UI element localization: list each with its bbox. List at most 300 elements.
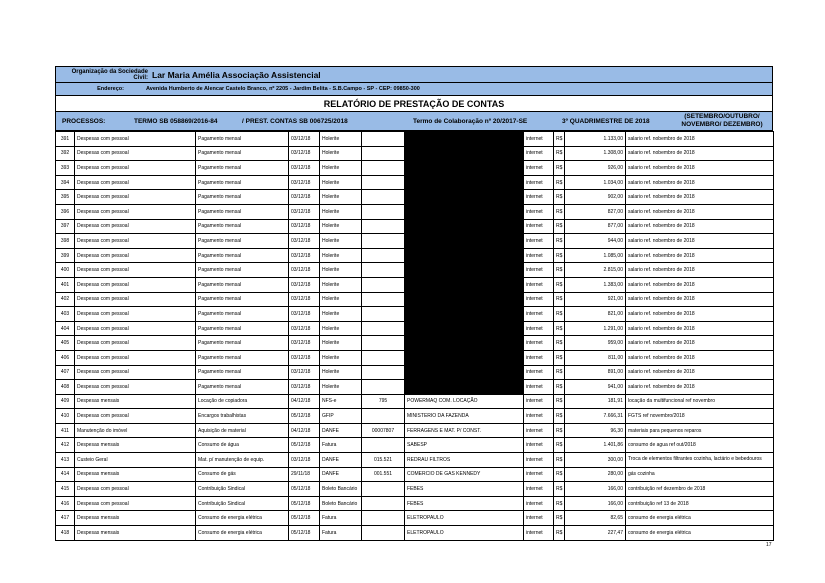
- history-note: FGTS ref novembro/2018: [626, 409, 774, 424]
- table-row: [56, 190, 774, 205]
- document-type: Holerite: [320, 248, 362, 263]
- period-line-2: NOVEMBRO/ DEZEMBRO): [681, 121, 763, 128]
- expense-date: 03/12/18: [289, 307, 320, 322]
- document-number: [362, 438, 405, 453]
- document-type: Boleto Bancário: [320, 482, 362, 497]
- expense-category: Despesas com pessoal: [75, 365, 196, 380]
- amount: 891,00: [565, 365, 626, 380]
- expense-date: 05/12/18: [289, 496, 320, 511]
- amount: 166,00: [565, 482, 626, 497]
- document-type: DANFE: [320, 423, 362, 438]
- supplier-name: REDRAU FILTROS: [405, 453, 524, 468]
- expense-category: Despesas com pessoal: [75, 409, 196, 424]
- payment-method: internet: [524, 204, 554, 219]
- redacted-supplier: [405, 380, 524, 395]
- payment-method: internet: [524, 467, 554, 482]
- expense-category: Despesas com pessoal: [75, 263, 196, 278]
- expense-date: 05/12/18: [289, 482, 320, 497]
- expense-category: Despesas com pessoal: [75, 204, 196, 219]
- expense-date: 05/12/18: [289, 438, 320, 453]
- amount: 96,30: [565, 423, 626, 438]
- report-header: [55, 66, 773, 131]
- table-row: [56, 336, 774, 351]
- document-number: [362, 496, 405, 511]
- expense-date: 05/12/18: [289, 511, 320, 526]
- history-note: salario ref. nobembro de 2018: [626, 277, 774, 292]
- redacted-supplier: [405, 175, 524, 190]
- expense-date: 03/12/18: [289, 380, 320, 395]
- expense-description: Pagamento mensal: [196, 380, 289, 395]
- payment-method: internet: [524, 321, 554, 336]
- table-row: [56, 526, 774, 541]
- expense-description: Locação de copiadora: [196, 394, 289, 409]
- currency: R$: [554, 234, 565, 249]
- currency: R$: [554, 248, 565, 263]
- document-type: Fatura: [320, 511, 362, 526]
- document-number: [362, 482, 405, 497]
- expense-description: Pagamento mensal: [196, 350, 289, 365]
- currency: R$: [554, 365, 565, 380]
- redacted-supplier: [405, 277, 524, 292]
- period-line-1: (SETEMBRO/OUTUBRO/: [684, 113, 760, 120]
- table-row: [56, 292, 774, 307]
- expense-category: Manutenção do imóvel: [75, 423, 196, 438]
- payment-method: internet: [524, 453, 554, 468]
- row-number: 396: [56, 204, 75, 219]
- table-row: [56, 132, 774, 147]
- history-note: contribuição ref 13 de 2018: [626, 496, 774, 511]
- currency: R$: [554, 467, 565, 482]
- history-note: salario ref. nobembro de 2018: [626, 234, 774, 249]
- expense-date: 03/12/18: [289, 161, 320, 176]
- history-note: salario ref. nobembro de 2018: [626, 350, 774, 365]
- expense-description: Pagamento mensal: [196, 365, 289, 380]
- document-number: [362, 263, 405, 278]
- row-number: 397: [56, 219, 75, 234]
- payment-method: internet: [524, 526, 554, 541]
- currency: R$: [554, 161, 565, 176]
- row-number: 394: [56, 175, 75, 190]
- document-type: DANFE: [320, 453, 362, 468]
- expense-description: Pagamento mensal: [196, 175, 289, 190]
- expense-date: 05/12/18: [289, 526, 320, 541]
- history-note: salario ref. nobembro de 2018: [626, 146, 774, 161]
- redacted-supplier: [405, 263, 524, 278]
- row-number: 406: [56, 350, 75, 365]
- amount: 944,00: [565, 234, 626, 249]
- amount: 82,65: [565, 511, 626, 526]
- supplier-name: SABESP: [405, 438, 524, 453]
- document-number: [362, 248, 405, 263]
- currency: R$: [554, 438, 565, 453]
- document-type: Holerite: [320, 336, 362, 351]
- payment-method: internet: [524, 511, 554, 526]
- amount: 926,00: [565, 161, 626, 176]
- payment-method: internet: [524, 496, 554, 511]
- redacted-supplier: [405, 307, 524, 322]
- payment-method: internet: [524, 219, 554, 234]
- document-type: Holerite: [320, 263, 362, 278]
- document-number: [362, 336, 405, 351]
- expense-category: Despesas com pessoal: [75, 482, 196, 497]
- expense-category: Despesas mensais: [75, 526, 196, 541]
- processes-label: PROCESSOS:: [62, 117, 106, 125]
- redacted-supplier: [405, 350, 524, 365]
- row-number: 410: [56, 409, 75, 424]
- supplier-name: POWERMAQ COM. LOCAÇÃO: [405, 394, 524, 409]
- document-type: Fatura: [320, 526, 362, 541]
- expense-date: 03/12/18: [289, 248, 320, 263]
- document-type: Holerite: [320, 132, 362, 147]
- expense-date: 05/12/18: [289, 409, 320, 424]
- table-row: [56, 146, 774, 161]
- expense-description: Pagamento mensal: [196, 263, 289, 278]
- currency: R$: [554, 496, 565, 511]
- payment-method: internet: [524, 423, 554, 438]
- row-number: 393: [56, 161, 75, 176]
- payment-method: internet: [524, 292, 554, 307]
- currency: R$: [554, 219, 565, 234]
- document-type: Holerite: [320, 219, 362, 234]
- document-type: Holerite: [320, 204, 362, 219]
- amount: 1.133,00: [565, 132, 626, 147]
- row-number: 402: [56, 292, 75, 307]
- document-number: [362, 277, 405, 292]
- expense-category: Despesas mensais: [75, 394, 196, 409]
- currency: R$: [554, 394, 565, 409]
- org-label: Organização da Sociedade Civil:: [71, 68, 148, 81]
- expense-description: Pagamento mensal: [196, 219, 289, 234]
- payment-method: internet: [524, 234, 554, 249]
- redacted-supplier: [405, 336, 524, 351]
- expense-description: Pagamento mensal: [196, 190, 289, 205]
- expense-description: Contribuição Sindical: [196, 482, 289, 497]
- row-number: 416: [56, 496, 75, 511]
- supplier-name: FERRAGENS E MAT. P/ CONST.: [405, 423, 524, 438]
- expense-description: Pagamento mensal: [196, 234, 289, 249]
- expense-category: Despesas com pessoal: [75, 321, 196, 336]
- row-number: 408: [56, 380, 75, 395]
- payment-method: internet: [524, 438, 554, 453]
- expense-category: Despesas com pessoal: [75, 307, 196, 322]
- table-row: [56, 175, 774, 190]
- document-number: [362, 161, 405, 176]
- history-note: Troca de elementos filtrantes cozinha, lactário e bebedouros: [626, 453, 774, 468]
- document-type: Holerite: [320, 234, 362, 249]
- payment-method: internet: [524, 146, 554, 161]
- expense-category: Despesas com pessoal: [75, 292, 196, 307]
- supplier-name: FEBES: [405, 482, 524, 497]
- currency: R$: [554, 263, 565, 278]
- redacted-supplier: [405, 204, 524, 219]
- table-row: [56, 263, 774, 278]
- payment-method: internet: [524, 263, 554, 278]
- organization-row: [56, 67, 772, 83]
- document-type: Holerite: [320, 175, 362, 190]
- document-type: Holerite: [320, 321, 362, 336]
- prest-contas-number: / PREST. CONTAS SB 006725/2018: [242, 117, 348, 125]
- document-number: [362, 175, 405, 190]
- currency: R$: [554, 307, 565, 322]
- supplier-name: ELETROPAULO: [405, 526, 524, 541]
- table-row: [56, 380, 774, 395]
- row-number: 415: [56, 482, 75, 497]
- expense-category: Custeio Geral: [75, 453, 196, 468]
- table-row: [56, 219, 774, 234]
- history-note: materiais para pequenos reparos: [626, 423, 774, 438]
- row-number: 417: [56, 511, 75, 526]
- redacted-supplier: [405, 146, 524, 161]
- currency: R$: [554, 423, 565, 438]
- expense-date: 03/12/18: [289, 263, 320, 278]
- amount: 1.383,00: [565, 277, 626, 292]
- expense-date: 03/12/18: [289, 277, 320, 292]
- document-type: GFIP: [320, 409, 362, 424]
- currency: R$: [554, 380, 565, 395]
- row-number: 412: [56, 438, 75, 453]
- redacted-supplier: [405, 161, 524, 176]
- report-title: RELATÓRIO DE PRESTAÇÃO DE CONTAS: [56, 96, 772, 112]
- row-number: 401: [56, 277, 75, 292]
- table-row: [56, 161, 774, 176]
- amount: 877,00: [565, 219, 626, 234]
- supplier-name: FEBES: [405, 496, 524, 511]
- payment-method: internet: [524, 277, 554, 292]
- document-type: Holerite: [320, 350, 362, 365]
- payment-method: internet: [524, 350, 554, 365]
- currency: R$: [554, 277, 565, 292]
- table-row: [56, 248, 774, 263]
- expense-description: Pagamento mensal: [196, 307, 289, 322]
- expense-category: Despesas com pessoal: [75, 132, 196, 147]
- expense-description: Pagamento mensal: [196, 204, 289, 219]
- document-number: [362, 307, 405, 322]
- row-number: 403: [56, 307, 75, 322]
- table-row: [56, 321, 774, 336]
- table-row: [56, 394, 774, 409]
- currency: R$: [554, 453, 565, 468]
- page-number: 17: [766, 542, 772, 548]
- amount: 7.666,31: [565, 409, 626, 424]
- document-number: [362, 132, 405, 147]
- expense-category: Despesas mensais: [75, 511, 196, 526]
- currency: R$: [554, 146, 565, 161]
- redacted-supplier: [405, 248, 524, 263]
- table-row: [56, 409, 774, 424]
- expense-category: Despesas com pessoal: [75, 234, 196, 249]
- document-number: [362, 219, 405, 234]
- document-number: 795: [362, 394, 405, 409]
- table-row: [56, 423, 774, 438]
- document-number: [362, 526, 405, 541]
- history-note: salario ref. nobembro de 2018: [626, 219, 774, 234]
- document-number: [362, 234, 405, 249]
- supplier-name: ELETROPAULO: [405, 511, 524, 526]
- redacted-supplier: [405, 365, 524, 380]
- amount: 902,00: [565, 190, 626, 205]
- org-name: Lar Maria Amélia Associação Assistencial: [152, 69, 321, 80]
- supplier-name: MINISTERIO DA FAZENDA: [405, 409, 524, 424]
- amount: 959,00: [565, 336, 626, 351]
- expense-description: Pagamento mensal: [196, 292, 289, 307]
- report-sheet: [55, 66, 773, 541]
- term-number: TERMO SB 058869/2016-84: [134, 117, 218, 125]
- expense-table: [55, 131, 774, 541]
- row-number: 411: [56, 423, 75, 438]
- document-number: 001.551: [362, 467, 405, 482]
- table-row: [56, 511, 774, 526]
- table-row: [56, 496, 774, 511]
- table-row: [56, 438, 774, 453]
- amount: 821,00: [565, 307, 626, 322]
- expense-description: Consumo de energia elétrica: [196, 526, 289, 541]
- currency: R$: [554, 482, 565, 497]
- document-type: Boleto Bancário: [320, 496, 362, 511]
- expense-date: 03/12/18: [289, 132, 320, 147]
- row-number: 400: [56, 263, 75, 278]
- table-row: [56, 277, 774, 292]
- history-note: salario ref. nobembro de 2018: [626, 190, 774, 205]
- document-number: [362, 146, 405, 161]
- document-type: Holerite: [320, 380, 362, 395]
- currency: R$: [554, 190, 565, 205]
- expense-category: Despesas com pessoal: [75, 146, 196, 161]
- currency: R$: [554, 321, 565, 336]
- payment-method: internet: [524, 394, 554, 409]
- amount: 1.034,00: [565, 175, 626, 190]
- supplier-name: COMERCIO DE GAS KENNEDY: [405, 467, 524, 482]
- document-type: Holerite: [320, 146, 362, 161]
- expense-date: 03/12/18: [289, 219, 320, 234]
- row-number: 414: [56, 467, 75, 482]
- currency: R$: [554, 336, 565, 351]
- row-number: 398: [56, 234, 75, 249]
- document-type: Fatura: [320, 438, 362, 453]
- payment-method: internet: [524, 190, 554, 205]
- document-number: 015.521: [362, 453, 405, 468]
- expense-description: Consumo de energia elétrica: [196, 511, 289, 526]
- row-number: 407: [56, 365, 75, 380]
- amount: 2.815,00: [565, 263, 626, 278]
- expense-description: Consumo de água: [196, 438, 289, 453]
- payment-method: internet: [524, 132, 554, 147]
- currency: R$: [554, 204, 565, 219]
- document-type: DANFE: [320, 467, 362, 482]
- row-number: 399: [56, 248, 75, 263]
- history-note: locação da multifuncional ref novembro: [626, 394, 774, 409]
- document-number: 00007807: [362, 423, 405, 438]
- expense-date: 03/12/18: [289, 453, 320, 468]
- document-number: [362, 380, 405, 395]
- redacted-supplier: [405, 190, 524, 205]
- table-row: [56, 307, 774, 322]
- expense-description: Pagamento mensal: [196, 336, 289, 351]
- expense-category: Despesas mensais: [75, 438, 196, 453]
- document-number: [362, 350, 405, 365]
- history-note: salario ref. nobembro de 2018: [626, 292, 774, 307]
- amount: 227,47: [565, 526, 626, 541]
- table-row: [56, 204, 774, 219]
- row-number: 404: [56, 321, 75, 336]
- history-note: consumo de energia elétrica: [626, 511, 774, 526]
- currency: R$: [554, 175, 565, 190]
- amount: 941,00: [565, 380, 626, 395]
- currency: R$: [554, 292, 565, 307]
- history-note: salario ref. nobembro de 2018: [626, 248, 774, 263]
- expense-description: Encargos trabalhistas: [196, 409, 289, 424]
- amount: 280,00: [565, 467, 626, 482]
- document-number: [362, 190, 405, 205]
- currency: R$: [554, 350, 565, 365]
- document-type: Holerite: [320, 161, 362, 176]
- document-number: [362, 511, 405, 526]
- payment-method: internet: [524, 307, 554, 322]
- expense-category: Despesas com pessoal: [75, 219, 196, 234]
- table-row: [56, 234, 774, 249]
- expense-category: Despesas com pessoal: [75, 277, 196, 292]
- amount: 1.291,00: [565, 321, 626, 336]
- expense-description: Consumo de gás: [196, 467, 289, 482]
- expense-date: 03/12/18: [289, 234, 320, 249]
- expense-date: 04/12/18: [289, 394, 320, 409]
- document-type: NFS-e: [320, 394, 362, 409]
- amount: 827,00: [565, 204, 626, 219]
- history-note: consumo de energia elétrica: [626, 526, 774, 541]
- document-type: Holerite: [320, 307, 362, 322]
- redacted-supplier: [405, 132, 524, 147]
- document-number: [362, 204, 405, 219]
- payment-method: internet: [524, 161, 554, 176]
- expense-category: Despesas com pessoal: [75, 248, 196, 263]
- row-number: 395: [56, 190, 75, 205]
- payment-method: internet: [524, 248, 554, 263]
- document-number: [362, 409, 405, 424]
- history-note: salario ref. nobembro de 2018: [626, 307, 774, 322]
- history-note: salario ref. nobembro de 2018: [626, 204, 774, 219]
- expense-description: Contribuição Sindical: [196, 496, 289, 511]
- table-row: [56, 482, 774, 497]
- expense-description: Pagamento mensal: [196, 146, 289, 161]
- table-row: [56, 365, 774, 380]
- amount: 921,00: [565, 292, 626, 307]
- expense-date: 29/11/18: [289, 467, 320, 482]
- expense-date: 03/12/18: [289, 336, 320, 351]
- expense-description: Pagamento mensal: [196, 161, 289, 176]
- expense-category: Despesas com pessoal: [75, 175, 196, 190]
- expense-description: Pagamento mensal: [196, 321, 289, 336]
- expense-category: Despesas com pessoal: [75, 336, 196, 351]
- history-note: salario ref. nobembro de 2018: [626, 263, 774, 278]
- payment-method: internet: [524, 175, 554, 190]
- amount: 1.085,00: [565, 248, 626, 263]
- amount: 300,00: [565, 453, 626, 468]
- expense-date: 03/12/18: [289, 292, 320, 307]
- expense-date: 03/12/18: [289, 204, 320, 219]
- document-number: [362, 365, 405, 380]
- redacted-supplier: [405, 219, 524, 234]
- expense-category: Despesas com pessoal: [75, 496, 196, 511]
- expense-description: Pagamento mensal: [196, 132, 289, 147]
- expense-category: Despesas com pessoal: [75, 350, 196, 365]
- expense-date: 03/12/18: [289, 350, 320, 365]
- address-row: [56, 83, 772, 96]
- expense-description: Mat. p/ manutenção de equip.: [196, 453, 289, 468]
- history-note: salario ref. nobembro de 2018: [626, 132, 774, 147]
- quarter-label: 3º QUADRIMESTRE DE 2018: [562, 117, 650, 125]
- address-label: Endereço:: [97, 86, 124, 92]
- history-note: consumo de agua ref out/2018: [626, 438, 774, 453]
- history-note: salario ref. nobembro de 2018: [626, 161, 774, 176]
